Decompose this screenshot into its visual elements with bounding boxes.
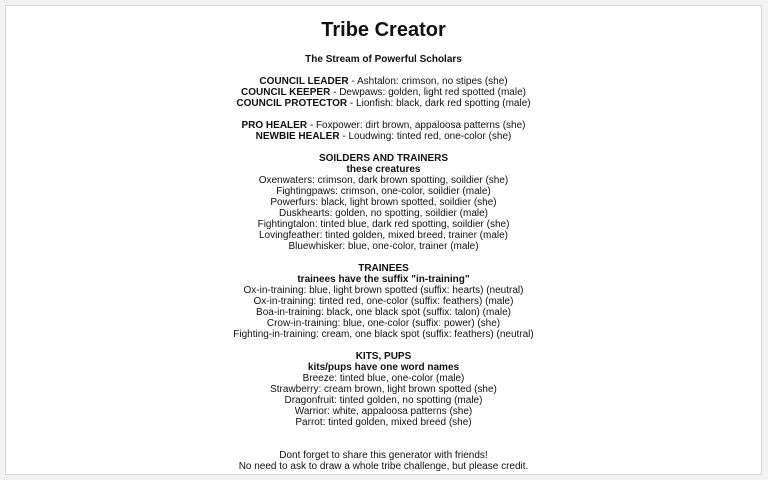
member-name: Ashtalon [356, 76, 396, 87]
list-item: Ox-in-training: tinted red, one-color (suffix: feathers) (male) [253, 296, 514, 307]
page [5, 5, 762, 475]
section-subtitle: trainees have the suffix "in-training" [297, 274, 470, 285]
member-name: Loudwing [348, 131, 392, 142]
trainees-section [6, 263, 761, 340]
list-item: Strawberry: cream brown, light brown spotted (she) [270, 384, 497, 395]
member-name: Foxpower [315, 120, 360, 131]
role-label: COUNCIL LEADER [259, 76, 349, 87]
list-item: Fightingpaws: crimson, one-color, soildier (male) [276, 186, 491, 197]
member-name: Dewpaws [339, 87, 383, 98]
list-item: Crow-in-training: blue, one-color (suffix: power) (she) [266, 318, 501, 329]
newbie-healer-line: NEWBIE HEALER - Loudwing: tinted red, one-color (she) [255, 131, 512, 142]
role-label: NEWBIE HEALER [255, 131, 340, 142]
list-item: Breeze: tinted blue, one-color (male) [302, 373, 465, 384]
member-desc: dirt brown, appaloosa patterns (she) [365, 120, 526, 131]
section-subtitle: kits/pups have one word names [307, 362, 460, 373]
pro-healer-line: PRO HEALER - Foxpower: dirt brown, appaloosa patterns (she) [241, 120, 526, 131]
healers-section [6, 120, 761, 142]
member-desc: black, dark red spotting (male) [396, 98, 531, 109]
council-keeper-line: COUNCIL KEEPER - Dewpaws: golden, light red spotted (male) [241, 87, 526, 98]
council-protector-line: COUNCIL PROTECTOR - Lionfish: black, dark red spotting (male) [236, 98, 531, 109]
list-item: Warrior: white, appaloosa patterns (she) [294, 406, 473, 417]
list-item: Fighting-in-training: cream, one black spot (suffix: feathers) (neutral) [233, 329, 534, 340]
footer-share-text: Dont forget to share this generator with friends! [279, 450, 488, 461]
role-label: PRO HEALER [241, 120, 308, 131]
list-item: Oxenwaters: crimson, dark brown spotting, soildier (she) [258, 175, 509, 186]
section-title: KITS, PUPS [355, 351, 412, 362]
member-desc: tinted red, one-color (she) [396, 131, 512, 142]
page-title: Tribe Creator [321, 19, 446, 41]
section-subtitle: these creatures [346, 164, 421, 175]
footer [6, 450, 761, 472]
list-item: Boa-in-training: black, one black spot (suffix: talon) (male) [256, 307, 511, 318]
section-title: TRAINEES [358, 263, 409, 274]
member-desc: golden, light red spotted (male) [388, 87, 526, 98]
section-title: SOILDERS AND TRAINERS [318, 153, 449, 164]
member-name: Lionfish [356, 98, 391, 109]
kits-section [6, 351, 761, 428]
list-item: Ox-in-training: blue, light brown spotted (suffix: hearts) (neutral) [243, 285, 524, 296]
footer-credit-text: No need to ask to draw a whole tribe challenge, but please credit. [238, 461, 529, 472]
list-item: Parrot: tinted golden, mixed breed (she) [295, 417, 472, 428]
role-label: COUNCIL PROTECTOR [236, 98, 348, 109]
soldiers-section [6, 153, 761, 252]
list-item: Dragonfruit: tinted golden, no spotting (male) [284, 395, 483, 406]
tribe-name: The Stream of Powerful Scholars [305, 54, 462, 65]
role-label: COUNCIL KEEPER [241, 87, 331, 98]
list-item: Powerfurs: black, light brown spotted, soildier (she) [270, 197, 497, 208]
council-section [6, 76, 761, 109]
list-item: Bluewhisker: blue, one-color, trainer (male) [288, 241, 479, 252]
council-leader-line: COUNCIL LEADER - Ashtalon: crimson, no stipes (she) [259, 76, 508, 87]
list-item: Duskhearts: golden, no spotting, soildier (male) [279, 208, 488, 219]
list-item: Lovingfeather: tinted golden, mixed breed, trainer (male) [258, 230, 509, 241]
member-desc: crimson, no stipes (she) [401, 76, 508, 87]
list-item: Fightingtalon: tinted blue, dark red spotting, soildier (she) [257, 219, 510, 230]
